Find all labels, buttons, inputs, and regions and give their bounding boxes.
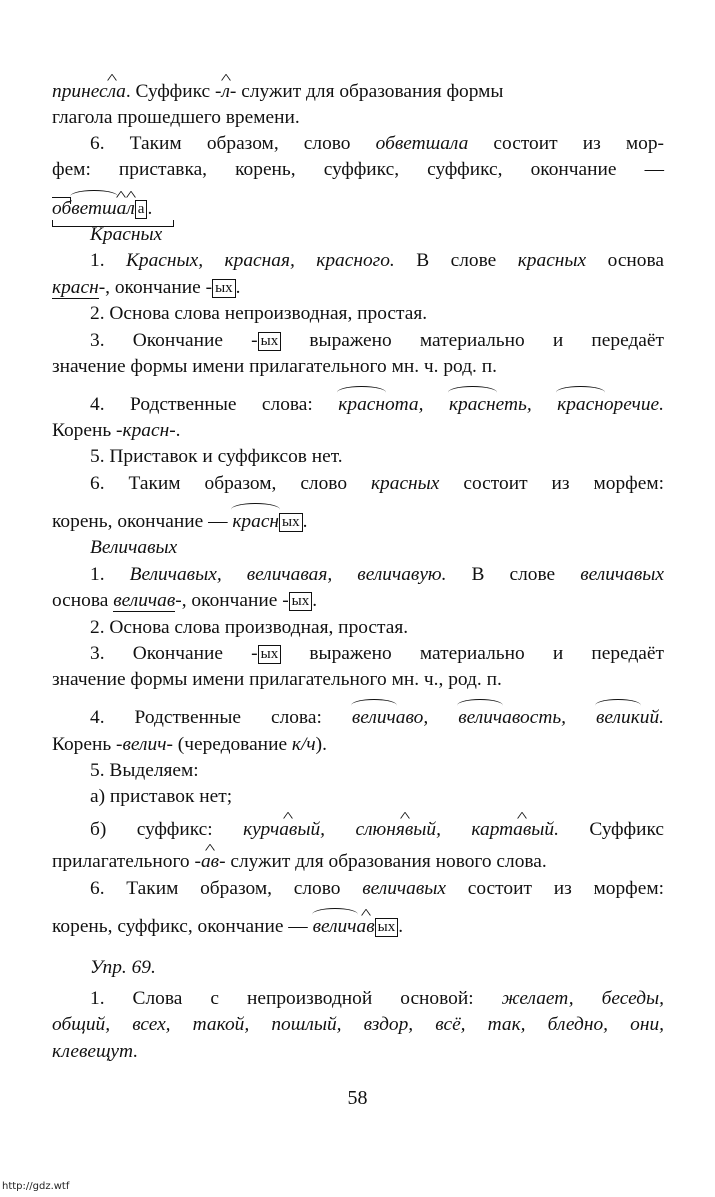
text-run: Упр. 69.	[90, 957, 156, 978]
line-20	[52, 615, 664, 641]
text-run: В слове	[394, 250, 518, 271]
text-run: прилагательного -	[52, 851, 201, 872]
text-run: Величавых, величавая, величавую.	[129, 564, 447, 585]
text-run: -.	[169, 420, 181, 441]
text-run: 3. Окончание -	[90, 330, 258, 351]
text-run: а	[116, 81, 126, 102]
text-run: 6. Таким образом, слово	[90, 878, 363, 899]
text-run: .	[398, 916, 404, 937]
line-1	[52, 79, 664, 105]
text-run: красных	[517, 250, 587, 271]
line-5	[52, 196, 664, 222]
prefix-mark: об	[52, 196, 71, 222]
text-run: аво,	[395, 707, 459, 728]
text-run: 6. Таким образом, слово	[90, 133, 376, 154]
text-run: -, окончание -	[98, 277, 213, 298]
text-run: .	[147, 198, 153, 219]
text-run: еть,	[495, 394, 558, 415]
suffix-mark: ^ ав	[513, 817, 531, 843]
suffix-mark: ^ л	[108, 79, 116, 105]
line-10	[52, 328, 664, 354]
text-run: красн	[122, 420, 170, 441]
text-run: оречие.	[603, 394, 664, 415]
watermark: http://gdz.wtf	[2, 1181, 70, 1192]
suffix-mark: ^ ав	[201, 849, 219, 875]
text-run: 1.	[90, 564, 130, 585]
text-run: 3. Окончание -	[90, 643, 258, 664]
line-25	[52, 758, 664, 784]
line-21	[52, 641, 664, 667]
ending-box: ых	[279, 513, 303, 532]
text-run: величавых	[362, 878, 446, 899]
text-run: общий, всех, такой, пошлый, вздор, всё, так, бледно, они,	[52, 1014, 664, 1035]
ending-box: ых	[258, 645, 282, 664]
root-arc: ветш	[71, 196, 116, 222]
text-run: 5. Приставок и суффиксов нет.	[90, 446, 343, 467]
line-23	[52, 705, 664, 731]
text-run: В слове	[446, 564, 581, 585]
text-run: - (чередование	[166, 734, 292, 755]
root-arc: красн	[232, 509, 279, 535]
text-run: 1. Слова с непроизводной основой:	[90, 988, 502, 1009]
text-run: а) приставок нет;	[90, 786, 233, 807]
root-arc: велич	[313, 914, 357, 940]
text-run: выражено материально и передаёт	[281, 330, 664, 351]
text-run: Корень -	[52, 734, 123, 755]
text-run: Корень -	[52, 420, 123, 441]
line-28	[52, 849, 664, 875]
text-run: .	[302, 511, 308, 532]
text-run: ый,	[297, 819, 356, 840]
suffix-mark: ^ ав	[279, 817, 297, 843]
text-run: ий.	[639, 707, 665, 728]
suffix-mark: ^ яв	[396, 817, 413, 843]
line-33	[52, 1012, 664, 1038]
line-3	[52, 131, 664, 157]
root-arc: красн	[557, 392, 604, 418]
line-30	[52, 914, 664, 940]
root-arc: велик	[596, 705, 640, 731]
line-7	[52, 248, 664, 274]
text-run: ый.	[531, 819, 559, 840]
text-run: глагола прошедшего времени.	[52, 107, 300, 128]
stem-underline: красн	[52, 277, 99, 298]
text-run: 2. Основа слова производная, простая.	[90, 617, 409, 638]
text-run: 1.	[90, 250, 127, 271]
text-run: 4. Родственные слова:	[90, 394, 339, 415]
text-run: значение формы имени прилагательного мн. ч., род. п.	[52, 669, 502, 690]
page-number: 58	[347, 1087, 368, 1109]
text-run: основа	[52, 590, 114, 611]
text-run: слюн	[355, 819, 396, 840]
root-arc: красн	[338, 392, 385, 418]
line-16	[52, 509, 664, 535]
section-heading-velichavykh	[52, 535, 664, 561]
text-run: основа	[586, 250, 665, 271]
text-run: фем: приставка, корень, суффикс, суффикс, окончание —	[52, 159, 664, 180]
line-24	[52, 732, 664, 758]
suffix-mark: ^ ав	[357, 914, 375, 940]
text-run: красных	[370, 473, 440, 494]
suffix-mark: ^ л	[126, 196, 134, 222]
text-run: - служит для образования формы	[229, 81, 504, 102]
line-2	[52, 105, 664, 131]
line-18	[52, 562, 664, 588]
text-run: б) суффикс:	[90, 819, 244, 840]
text-run: . Суффикс -	[125, 81, 222, 102]
text-run: желает, беседы,	[501, 988, 664, 1009]
line-26	[52, 784, 664, 810]
text-run: Величавых	[90, 537, 178, 558]
ending-box: ых	[375, 918, 399, 937]
text-run: .	[312, 590, 318, 611]
suffix-mark: ^ л	[221, 79, 229, 105]
text-run: состоит из мор-	[468, 133, 664, 154]
text-run: корень, окончание —	[52, 511, 233, 532]
ending-box: ых	[212, 279, 236, 298]
ending-box: а	[135, 200, 148, 219]
text-run: величавых	[580, 564, 665, 585]
line-9	[52, 301, 664, 327]
text-run: к/ч	[291, 734, 316, 755]
text-run: выражено материально и передаёт	[281, 643, 664, 664]
text-run: ота,	[384, 394, 449, 415]
section-heading-krasnykh	[52, 222, 664, 248]
root-arc: велич	[352, 705, 396, 731]
line-4	[52, 157, 664, 183]
text-run: -, окончание -	[175, 590, 289, 611]
line-15	[52, 471, 664, 497]
text-run: обветшала	[375, 133, 469, 154]
text-run: значение формы имени прилагательного мн. ч. род. п.	[52, 356, 497, 377]
text-run: карт	[471, 819, 514, 840]
ending-box: ых	[258, 332, 282, 351]
text-run: клевещут.	[52, 1041, 139, 1062]
line-27	[52, 817, 664, 843]
text-run: - служит для образования нового слова.	[219, 851, 547, 872]
ending-box: ых	[289, 592, 313, 611]
text-run: состоит из морфем:	[439, 473, 664, 494]
text-run: корень, суффикс, окончание —	[52, 916, 313, 937]
text-run: 5. Выделяем:	[90, 760, 199, 781]
text-run: 2. Основа слова непроизводная, простая.	[90, 303, 428, 324]
root-arc: велич	[458, 705, 502, 731]
line-14	[52, 444, 664, 470]
line-22	[52, 667, 664, 693]
text-run: ).	[315, 734, 327, 755]
text-run: курч	[243, 819, 280, 840]
text-run: 4. Родственные слова:	[90, 707, 352, 728]
text-run: .	[235, 277, 241, 298]
suffix-mark: ^ а	[117, 196, 127, 222]
text-run: ый,	[413, 819, 472, 840]
line-34	[52, 1039, 664, 1065]
text-run: Красных, красная, красного.	[126, 250, 395, 271]
stem-underline: величав	[113, 590, 176, 611]
line-13	[52, 418, 664, 444]
exercise-heading	[52, 955, 664, 981]
line-12	[52, 392, 664, 418]
line-19	[52, 588, 664, 614]
text-run: авость,	[502, 707, 596, 728]
text-run: Красных	[90, 224, 163, 245]
text-run: велич	[122, 734, 167, 755]
root-arc: красн	[449, 392, 496, 418]
line-32	[52, 986, 664, 1012]
text-run: состоит из морфем:	[446, 878, 664, 899]
line-29	[52, 876, 664, 902]
text-run: 6. Таким образом, слово	[90, 473, 371, 494]
text-run: принес	[52, 81, 108, 102]
line-11	[52, 354, 664, 380]
text-run: Суффикс	[558, 819, 664, 840]
line-8	[52, 275, 664, 301]
